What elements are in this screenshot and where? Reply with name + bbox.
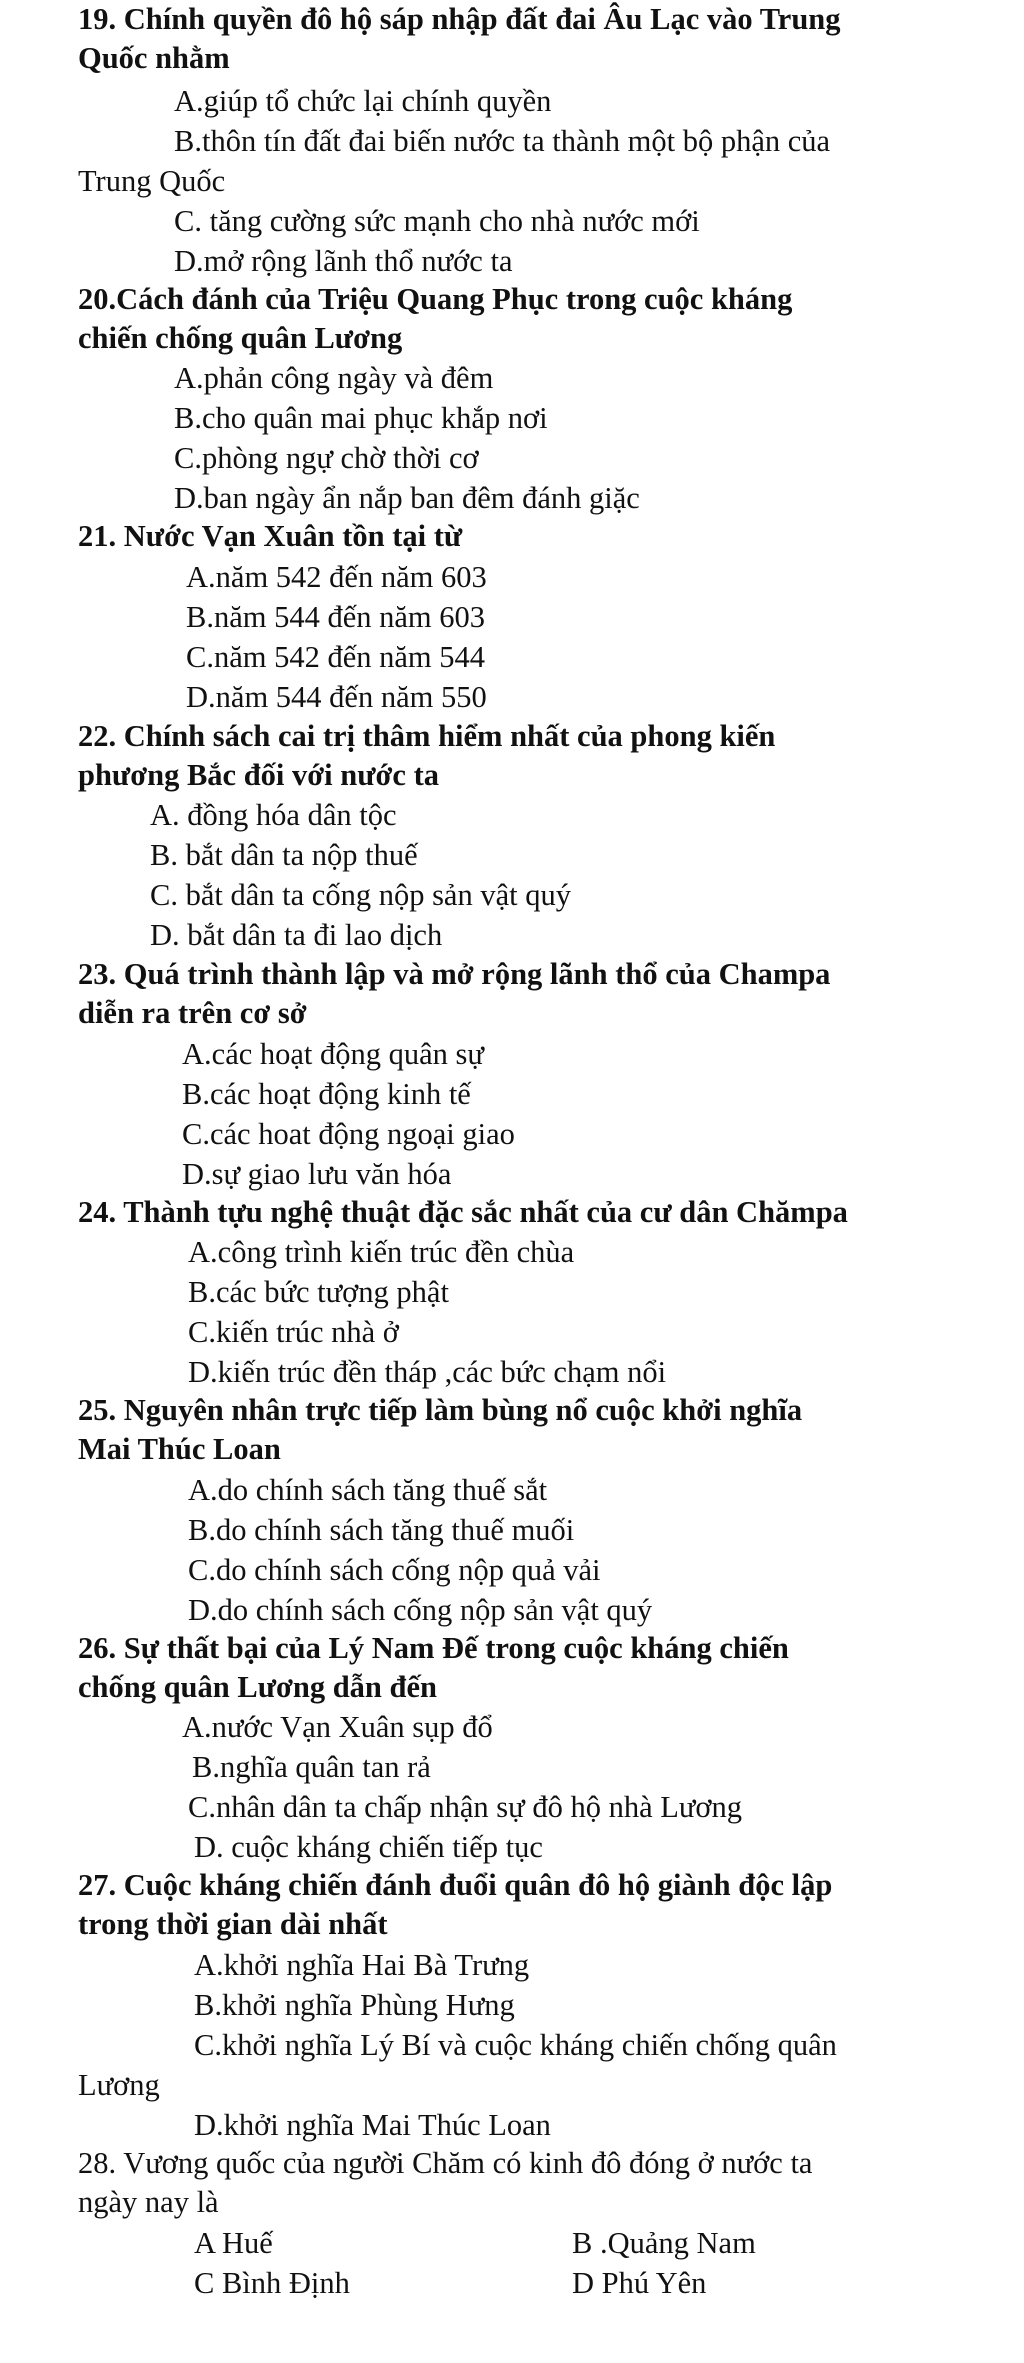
- option-b: B .Quảng Nam: [572, 2226, 756, 2260]
- option-continuation: Trung Quốc: [78, 164, 226, 198]
- option-d: D.năm 544 đến năm 550: [186, 680, 487, 714]
- question-text: chống quân Lương dẫn đến: [78, 1670, 437, 1704]
- option-c: C.nhân dân ta chấp nhận sự đô hộ nhà Lương: [188, 1790, 743, 1824]
- question-text: 20.Cách đánh của Triệu Quang Phục trong cuộc kháng: [78, 282, 793, 316]
- option-d: D. bắt dân ta đi lao dịch: [150, 918, 443, 952]
- question-text: Quốc nhằm: [78, 41, 230, 75]
- option-b: B.thôn tín đất đai biến nước ta thành một bộ phận của: [174, 124, 831, 158]
- option-b: B.các hoạt động kinh tế: [182, 1077, 471, 1111]
- option-b: B.nghĩa quân tan rả: [192, 1750, 431, 1784]
- question-text: 22. Chính sách cai trị thâm hiểm nhất của phong kiến: [78, 719, 776, 753]
- option-a: A.phản công ngày và đêm: [174, 361, 494, 395]
- option-c: C.năm 542 đến năm 544: [186, 640, 486, 674]
- option-b: B.các bức tượng phật: [188, 1275, 449, 1309]
- option-b: B.khởi nghĩa Phùng Hưng: [194, 1988, 515, 2022]
- question-text: Mai Thúc Loan: [78, 1432, 281, 1466]
- option-d: D.khởi nghĩa Mai Thúc Loan: [194, 2108, 551, 2142]
- option-a: A.năm 542 đến năm 603: [186, 560, 487, 594]
- question-text: 27. Cuộc kháng chiến đánh đuổi quân đô hộ giành độc lập: [78, 1868, 833, 1902]
- option-c: C.phòng ngự chờ thời cơ: [174, 441, 479, 475]
- option-a: A.công trình kiến trúc đền chùa: [188, 1235, 575, 1269]
- question-text: 26. Sự thất bại của Lý Nam Đế trong cuộc kháng chiến: [78, 1631, 789, 1665]
- question-text: 24. Thành tựu nghệ thuật đặc sắc nhất của cư dân Chămpa: [78, 1195, 848, 1229]
- option-a: A.các hoạt động quân sự: [182, 1037, 484, 1071]
- option-d: D Phú Yên: [572, 2266, 707, 2300]
- option-c: C. bắt dân ta cống nộp sản vật quý: [150, 878, 571, 912]
- option-b: B.cho quân mai phục khắp nơi: [174, 401, 548, 435]
- option-a: A.giúp tổ chức lại chính quyền: [174, 84, 552, 118]
- question-text: diễn ra trên cơ sở: [78, 996, 307, 1030]
- option-d: D.mở rộng lãnh thổ nước ta: [174, 244, 513, 278]
- question-text: 23. Quá trình thành lập và mở rộng lãnh thổ của Champa: [78, 957, 831, 991]
- question-text: 21. Nước Vạn Xuân tồn tại từ: [78, 519, 463, 553]
- option-a: A. đồng hóa dân tộc: [150, 798, 397, 832]
- question-text: 19. Chính quyền đô hộ sáp nhập đất đai Âu Lạc vào Trung: [78, 2, 841, 36]
- option-c: C.khởi nghĩa Lý Bí và cuộc kháng chiến chống quân: [194, 2028, 837, 2062]
- option-b: B. bắt dân ta nộp thuế: [150, 838, 418, 872]
- option-continuation: Lương: [78, 2068, 160, 2102]
- option-b: B.do chính sách tăng thuế muối: [188, 1513, 575, 1547]
- option-c: C.kiến trúc nhà ở: [188, 1315, 399, 1349]
- option-d: D.do chính sách cống nộp sản vật quý: [188, 1593, 653, 1627]
- option-b: B.năm 544 đến năm 603: [186, 600, 486, 634]
- option-d: D.ban ngày ẩn nắp ban đêm đánh giặc: [174, 481, 640, 515]
- question-text: 28. Vương quốc của người Chăm có kinh đô đóng ở nước ta: [78, 2146, 813, 2180]
- option-c: C Bình Định: [194, 2266, 350, 2300]
- option-c: C.do chính sách cống nộp quả vải: [188, 1553, 601, 1587]
- question-text: phương Bắc đối với nước ta: [78, 758, 439, 792]
- question-text: chiến chống quân Lương: [78, 321, 403, 355]
- option-a: A.do chính sách tăng thuế sắt: [188, 1473, 548, 1507]
- option-a: A Huế: [194, 2226, 273, 2260]
- option-d: D.sự giao lưu văn hóa: [182, 1157, 452, 1191]
- option-c: C.các hoat động ngoại giao: [182, 1117, 515, 1151]
- option-c: C. tăng cường sức mạnh cho nhà nước mới: [174, 204, 700, 238]
- option-d: D.kiến trúc đền tháp ,các bức chạm nổi: [188, 1355, 667, 1389]
- option-d: D. cuộc kháng chiến tiếp tục: [194, 1830, 543, 1864]
- question-text: trong thời gian dài nhất: [78, 1907, 388, 1941]
- option-a: A.nước Vạn Xuân sụp đổ: [182, 1710, 493, 1744]
- option-a: A.khởi nghĩa Hai Bà Trưng: [194, 1948, 530, 1982]
- question-text: 25. Nguyên nhân trực tiếp làm bùng nổ cuộc khởi nghĩa: [78, 1393, 803, 1427]
- question-text: ngày nay là: [78, 2185, 219, 2219]
